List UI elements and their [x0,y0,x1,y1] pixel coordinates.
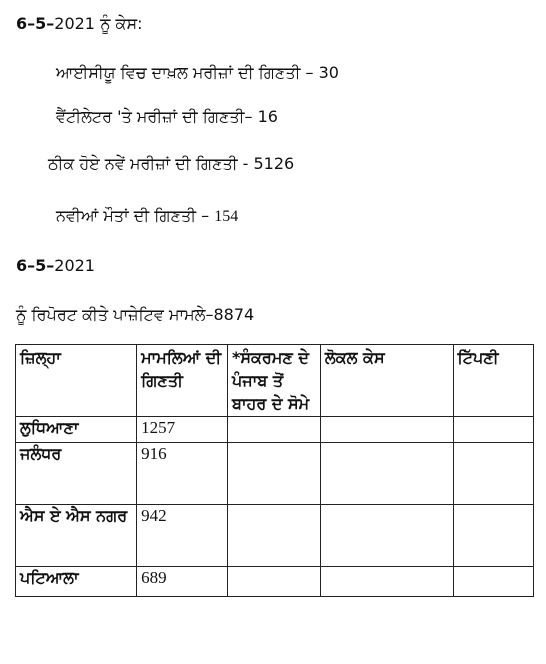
ventilator-label: ਵੈਂਟੀਲੇਟਰ 'ਤੇ ਮਰੀਜ਼ਾਂ ਦੀ ਗਿਣਤੀ– [56,107,253,126]
section2-heading [16,256,95,275]
cases-cell: 689 [137,567,228,597]
remarks-cell [453,417,533,443]
section2-heading-year: 2021 [54,256,95,275]
table-header-row [16,345,534,417]
outside-cell [227,443,320,505]
local-cell [320,443,453,505]
section1-heading [16,14,143,34]
ventilator-line [56,107,278,127]
positive-line [16,305,254,325]
positive-value: 8874 [213,305,255,324]
icu-value: 30 [318,63,339,82]
header-local-cases: ਲੋਕਲ ਕੇਸ [320,345,453,417]
header-outside-source: *ਸੰਕਰਮਣ ਦੇ ਪੰਜਾਬ ਤੋਂ ਬਾਹਰ ਦੇ ਸੋਮੇ [227,345,320,417]
header-remarks: ਟਿੱਪਣੀ [453,345,533,417]
section1-heading-suffix: ਨੂੰ ਕੇਸ: [94,14,143,33]
recovered-label: ਠੀਕ ਹੋਏ ਨਵੇਂ ਮਰੀਜ਼ਾਂ ਦੀ ਗਿਣਤੀ - [48,154,249,173]
header-district: ਜ਼ਿਲ੍ਹਾ [16,345,137,417]
outside-cell [227,417,320,443]
table-row [16,417,534,443]
cases-cell: 942 [137,505,228,567]
table-row [16,505,534,567]
deaths-label: ਨਵੀਆਂ ਮੌਤਾਂ ਦੀ ਗਿਣਤੀ – [56,206,210,225]
table-row [16,567,534,597]
district-cell: ਐਸ ਏ ਐਸ ਨਗਰ [16,505,137,567]
local-cell [320,505,453,567]
section2-heading-date: 6–5– [16,256,55,275]
outside-cell [227,567,320,597]
district-cell: ਪਟਿਆਲਾ [16,567,137,597]
district-cell: ਜਲੰਧਰ [16,443,137,505]
local-cell [320,417,453,443]
cases-cell: 916 [137,443,228,505]
deaths-value: 154 [214,208,239,225]
remarks-cell [453,505,533,567]
district-cases-table [15,344,534,597]
local-cell [320,567,453,597]
header-cases: ਮਾਮਲਿਆਂ ਦੀ ਗਿਣਤੀ [137,345,228,417]
ventilator-value: 16 [257,107,278,126]
positive-label: ਨੂੰ ਰਿਪੋਰਟ ਕੀਤੇ ਪਾਜ਼ੇਟਿਵ ਮਾਮਲੇ– [16,305,214,324]
icu-line [56,63,339,83]
cases-cell: 1257 [137,417,228,443]
icu-label: ਆਈਸੀਯੂ ਵਿਚ ਦਾਖ਼ਲ ਮਰੀਜ਼ਾਂ ਦੀ ਗਿਣਤੀ – [56,63,314,82]
outside-cell [227,505,320,567]
table-row [16,443,534,505]
section1-heading-date: 6–5– [16,14,55,33]
recovered-value: 5126 [253,154,295,173]
section1-heading-year: 2021 [54,14,95,33]
remarks-cell [453,567,533,597]
recovered-line [48,154,294,174]
remarks-cell [453,443,533,505]
deaths-line [56,206,238,226]
district-cell: ਲੁਧਿਆਣਾ [16,417,137,443]
